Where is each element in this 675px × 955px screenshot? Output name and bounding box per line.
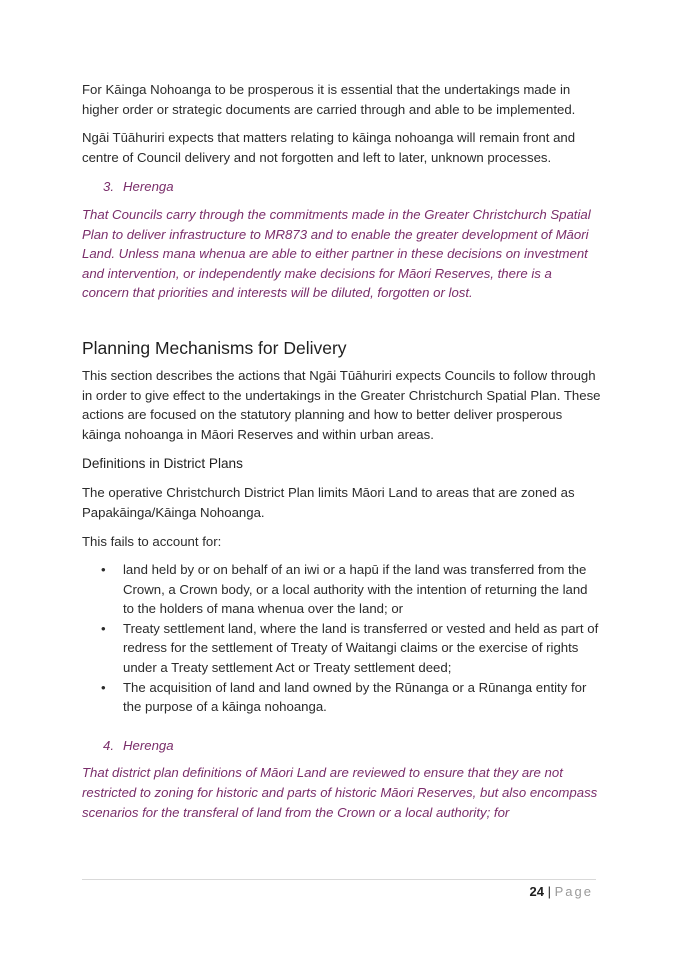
paragraph-3: This section describes the actions that Ngāi Tūāhuriri expects Councils to follow through in order to give effect to the undertakings in the Greater Christchurch Spatial Plan. These actions are focused on the statutory planning and how to better deliver prosperous kāinga nohoanga in Māori Reserves and within urban areas. bbox=[82, 367, 601, 442]
page-footer bbox=[530, 883, 593, 901]
herenga-3-title: Herenga bbox=[123, 179, 174, 195]
page-number: 24 bbox=[529, 884, 545, 899]
footer-divider bbox=[82, 879, 596, 880]
bullet-icon: • bbox=[101, 679, 106, 695]
list-item bbox=[82, 619, 602, 678]
list-item-text: Treaty settlement land, where the land is transferred or vested and held as part of redress for the settlement of Treaty of Waitangi claims or the exercise of rights under a Treaty settlement Act or Treaty settlement deed; bbox=[123, 620, 599, 676]
bullet-list bbox=[82, 560, 602, 717]
paragraph-5: This fails to account for: bbox=[82, 533, 222, 549]
paragraph-2: Ngāi Tūāhuriri expects that matters relating to kāinga nohoanga will remain front and centre of Council delivery and not forgotten and left to later, unknown processes. bbox=[82, 130, 576, 165]
list-item bbox=[82, 560, 602, 619]
herenga-4-title: Herenga bbox=[123, 737, 174, 753]
subheading: Definitions in District Plans bbox=[82, 456, 243, 472]
bullet-icon: • bbox=[101, 562, 106, 578]
list-item-text: land held by or on behalf of an iwi or a hapū if the land was transferred from the Crown, a Crown body, or a local authority with the intention of returning the land to the holders of mana whenua over the land; or bbox=[123, 562, 588, 617]
paragraph-1: For Kāinga Nohoanga to be prosperous it is essential that the undertakings made in higher order or strategic documents are carried through and able to be implemented. bbox=[82, 82, 576, 117]
paragraph-4: The operative Christchurch District Plan limits Māori Land to areas that are zoned as Papakāinga/Kāinga Nohoanga. bbox=[82, 485, 575, 520]
bullet-icon: • bbox=[101, 620, 106, 636]
list-item bbox=[82, 678, 602, 717]
list-item-text: The acquisition of land and land owned by the Rūnanga or a Rūnanga entity for the purpose of a kāinga nohoanga. bbox=[123, 679, 587, 715]
herenga-3-label bbox=[82, 177, 602, 197]
section-heading: Planning Mechanisms for Delivery bbox=[82, 337, 347, 358]
herenga-3-number: 3. bbox=[103, 179, 114, 195]
herenga-3-text: That Councils carry through the commitments made in the Greater Christchurch Spatial Plan to deliver infrastructure to MR873 and to enable the greater development of Māori Land. Unless mana whenua are able to either partner in these decisions on investment and intervention, or independently make decisions for Māori Reserves, there is a concern that priorities and interests will be diluted, forgotten or lost. bbox=[82, 206, 591, 301]
document-page bbox=[82, 80, 602, 822]
page-separator: | bbox=[544, 884, 555, 899]
herenga-4-text: That district plan definitions of Māori Land are reviewed to ensure that they are not restricted to zoning for historic and parts of historic Māori Reserves, but also encompass scenarios for the transferal of land from the Crown or a local authority; for bbox=[82, 765, 598, 820]
herenga-4-label bbox=[82, 736, 602, 756]
herenga-4-number: 4. bbox=[103, 737, 114, 753]
page-word: Page bbox=[554, 884, 593, 899]
